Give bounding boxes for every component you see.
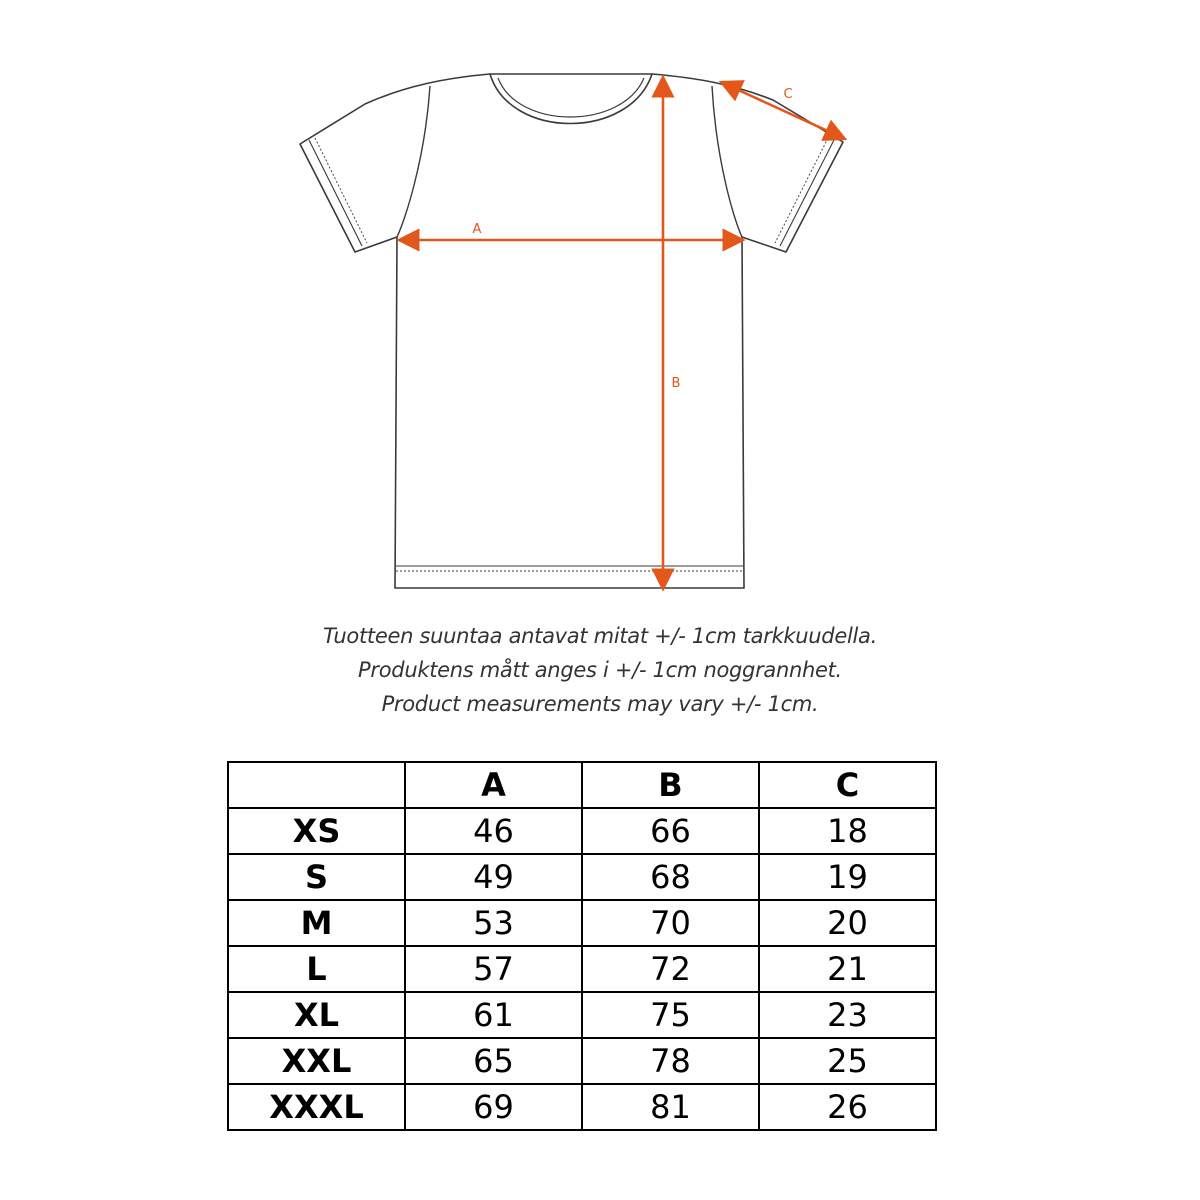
- size-label: XXXL: [228, 1084, 405, 1130]
- table-row: [228, 992, 936, 1038]
- dimension-c-label: C: [783, 87, 793, 102]
- table-row: [228, 900, 936, 946]
- value-a: 57: [405, 946, 582, 992]
- dimension-b: [663, 79, 680, 587]
- measurement-notes: [0, 619, 1200, 721]
- value-c: 26: [759, 1084, 936, 1130]
- value-b: 81: [582, 1084, 759, 1130]
- tshirt-outline: [300, 74, 843, 588]
- dimension-b-label: B: [671, 376, 681, 391]
- table-row: [228, 1038, 936, 1084]
- value-a: 69: [405, 1084, 582, 1130]
- note-swedish: Produktens mått anges i +/- 1cm noggrannhet.: [358, 658, 842, 682]
- value-b: 78: [582, 1038, 759, 1084]
- value-b: 66: [582, 808, 759, 854]
- table-row: [228, 808, 936, 854]
- value-c: 25: [759, 1038, 936, 1084]
- size-label: M: [228, 900, 405, 946]
- value-a: 46: [405, 808, 582, 854]
- value-c: 21: [759, 946, 936, 992]
- table-row: [228, 1084, 936, 1130]
- value-c: 18: [759, 808, 936, 854]
- table-header-row: [228, 762, 936, 808]
- header-b: B: [582, 762, 759, 808]
- size-label: S: [228, 854, 405, 900]
- note-english: Product measurements may vary +/- 1cm.: [381, 692, 819, 716]
- header-a: A: [405, 762, 582, 808]
- note-finnish: Tuotteen suuntaa antavat mitat +/- 1cm tarkkuudella.: [323, 624, 877, 648]
- value-c: 23: [759, 992, 936, 1038]
- size-table: [227, 761, 937, 1131]
- value-a: 49: [405, 854, 582, 900]
- size-label: L: [228, 946, 405, 992]
- dimension-c: [723, 83, 843, 138]
- table-row: [228, 854, 936, 900]
- value-b: 72: [582, 946, 759, 992]
- value-c: 19: [759, 854, 936, 900]
- value-b: 70: [582, 900, 759, 946]
- size-label: XL: [228, 992, 405, 1038]
- table-row: [228, 946, 936, 992]
- value-b: 75: [582, 992, 759, 1038]
- value-c: 20: [759, 900, 936, 946]
- header-c: C: [759, 762, 936, 808]
- size-label: XS: [228, 808, 405, 854]
- header-empty: [228, 762, 405, 808]
- value-a: 53: [405, 900, 582, 946]
- value-a: 65: [405, 1038, 582, 1084]
- dimension-a-label: A: [472, 222, 482, 237]
- size-label: XXL: [228, 1038, 405, 1084]
- value-a: 61: [405, 992, 582, 1038]
- dimension-a: [401, 222, 741, 240]
- value-b: 68: [582, 854, 759, 900]
